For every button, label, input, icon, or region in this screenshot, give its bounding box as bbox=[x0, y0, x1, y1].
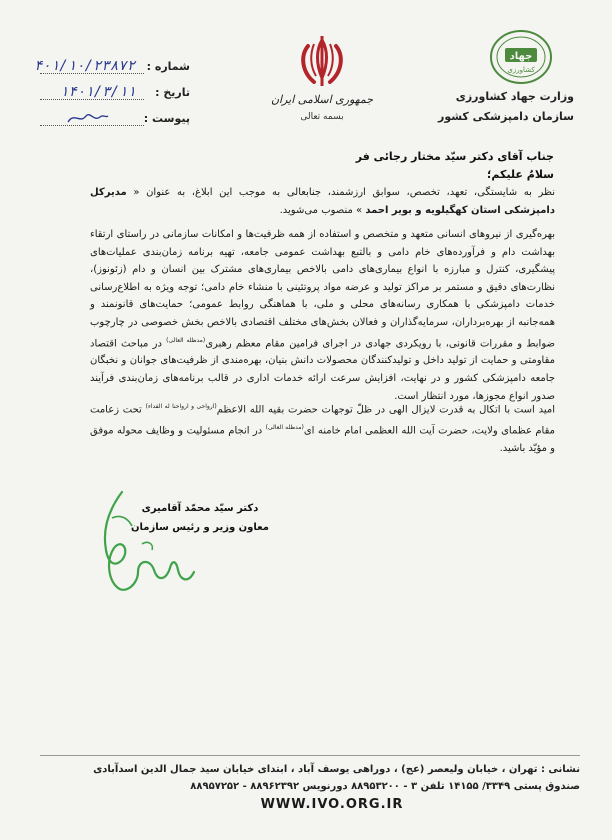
closing-honorific-2: (مدظله العالی) bbox=[265, 423, 304, 431]
duties-honorific: (مدظله العالی) bbox=[166, 336, 206, 344]
attachment-row bbox=[30, 110, 190, 130]
attachment-label: پیوست : bbox=[143, 112, 190, 125]
appointment-paragraph bbox=[90, 184, 555, 219]
footer-contact: صندوق پستی ۳۳۴۹/ ۱۴۱۵۵ تلفن ۳ - ۸۸۹۵۳۲۰۰ دورنویس ۸۸۹۶۲۳۹۲ - ۸۸۹۵۷۲۵۲ bbox=[190, 781, 580, 792]
initial-scribble-icon bbox=[66, 108, 110, 128]
number-label: شماره : bbox=[146, 60, 190, 73]
number-value: ۴۰۱/۱۰/۲۳۸۷۲ bbox=[34, 58, 136, 74]
closing-text-mid: تحت زعامت مقام عظمای ولایت، حضرت آیت الله العظمی امام خامنه ای bbox=[90, 404, 555, 437]
logo-text-top: جهاد bbox=[509, 51, 533, 62]
signatory-title: معاون وزیر و رئیس سازمان bbox=[131, 522, 269, 533]
date-underline bbox=[40, 99, 144, 100]
date-value: ۱۴۰۱/۳/۱۱ bbox=[60, 84, 136, 100]
closing-honorific-1: (ارواحی و ارواحنا له الفداء) bbox=[145, 403, 217, 410]
jahad-keshavarzi-logo bbox=[488, 28, 554, 86]
signatory-name: دکتر سیّد محمّد آقامیری bbox=[141, 503, 259, 514]
date-label: تاریخ : bbox=[155, 86, 190, 99]
logo-text-bottom: کشاورزی bbox=[507, 66, 535, 74]
organization-name: سازمان دامپزشکی کشور bbox=[438, 110, 574, 123]
footer-divider bbox=[40, 755, 580, 756]
number-underline bbox=[40, 73, 144, 74]
date-row bbox=[30, 84, 190, 104]
closing-text-end: در انجام مسئولیت و وظایف محوله موفق و مؤیّد باشید. bbox=[90, 425, 555, 454]
footer-address: نشانی : تهران ، خیابان ولیعصر (عج) ، دوراهی یوسف آباد ، ابتدای خیابان سید جمال الدین اسدآبادی bbox=[93, 764, 580, 775]
appointment-text: نظر به شایستگی، تعهد، تخصص، سوابق ارزشمند، جنابعالی به موجب این ابلاغ، به عنوان « bbox=[133, 187, 555, 198]
emblem-caption: جمهوری اسلامی ایران bbox=[270, 93, 374, 106]
closing-text: امید است با اتکال به قدرت لایزال الهی در ظلّ توجهات حضرت بقیه الله الاعظم bbox=[216, 404, 556, 416]
appointment-end: » منصوب می‌شوید. bbox=[279, 204, 363, 216]
iran-emblem-icon bbox=[292, 34, 352, 90]
footer-website: WWW.IVO.ORG.IR bbox=[260, 797, 404, 812]
duties-paragraph bbox=[90, 226, 555, 405]
duties-text-end: در مباحث اقتصاد مقاومتی و حمایت از تولید داخل و تولیدکنندگان محصولات دانش بنیان، بهره‌مندی از ظرفیت‌های جوانان و نخبگان جامعه دامپزشکی کشور و در نهایت، افزایش سرعت ارائه خدمات اداری در قالب برنامه‌های زمان‌بندی فرآیند صدور انواع مجوزها، مورد انتظار است. bbox=[90, 337, 555, 402]
emblem-subcaption: بسمه تعالی bbox=[300, 112, 344, 122]
number-row bbox=[30, 58, 190, 78]
ministry-name: وزارت جهاد کشاورزی bbox=[455, 90, 574, 103]
greeting-line: سلامٌ علیکم؛ bbox=[487, 168, 554, 181]
appointment-position: مدیرکل دامپزشکی استان کهگیلویه و بویر احمد bbox=[90, 187, 555, 216]
recipient-line: جناب آقای دکتر سیّد مختار رجائی فر bbox=[355, 150, 554, 163]
closing-paragraph bbox=[90, 398, 555, 457]
duties-text: بهره‌گیری از نیروهای انسانی متعهد و متخصص و استفاده از همه ظرفیت‌ها و امکانات سازمانی در راستای ارتقاء بهداشت دام و فرآورده‌های خام دامی و بالتبع بهداشت عمومی جامعه، تهیه برنامه زمان‌بندی عملیات‌های پیشگیری، کنترل و مبارزه با انواع بیماری‌های دامی بالاخص بیماری‌های مشترک بین انسان و دام (زئونوز)، نظارت‌های دقیق و مستمر بر مراکز تولید و عرضه مواد پروتئینی با منشاء خام دامی؛ توجه ویژه به اطلاع‌رسانی خدمات دامپزشکی با همکاری رسانه‌های محلی و ملی، با هماهنگی روابط عمومی؛ حمایت‌های قانونمند و همه‌جانبه از بهره‌برداران، سرمایه‌گذاران و فعالان بخش‌های مختلف اقتصادی بالاخص بخش خصوصی در چارچوب ضوابط و مقررات قانونی، با رویکردی جهادی در اجرای فرامین مقام معظم رهبری bbox=[90, 229, 555, 349]
